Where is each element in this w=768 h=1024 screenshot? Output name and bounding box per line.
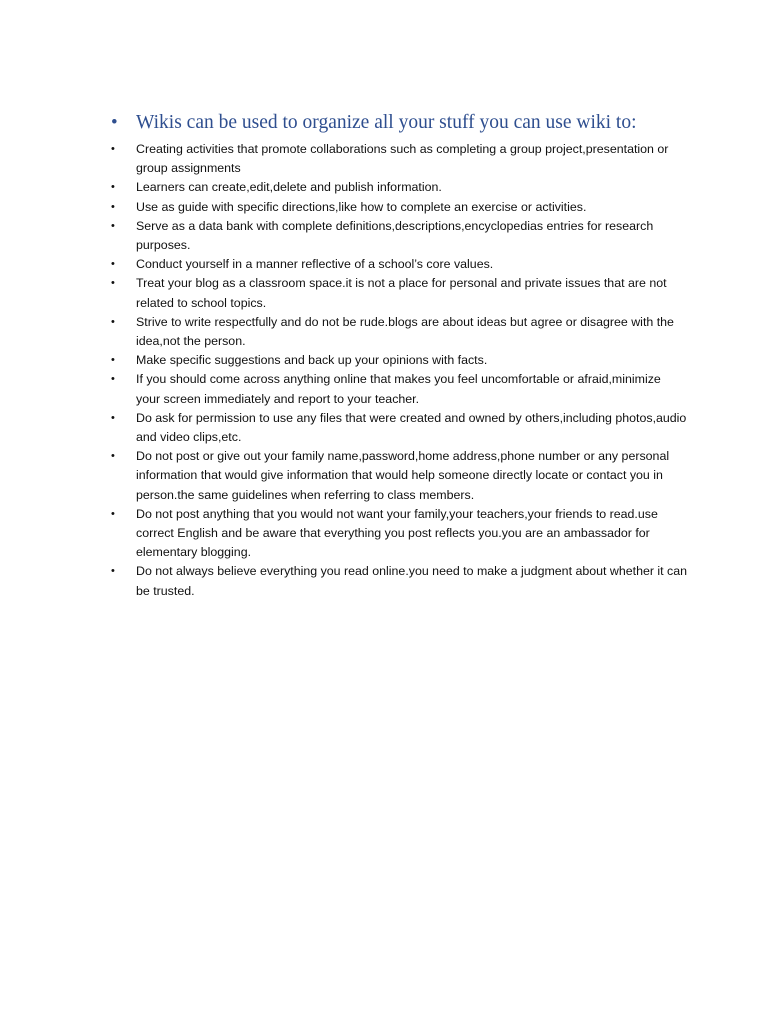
list-item-text: Strive to write respectfully and do not be rude.blogs are about ideas but agree or disagree with the idea,not the person. <box>136 314 674 349</box>
list-item-text: Conduct yourself in a manner reflective of a school’s core values. <box>136 257 494 272</box>
bullet-icon: • <box>111 219 115 232</box>
list-item-text: Use as guide with specific directions,like how to complete an exercise or activities. <box>136 199 587 214</box>
bullet-icon: • <box>111 411 115 424</box>
list-item <box>108 178 688 197</box>
bullet-icon: • <box>111 373 115 386</box>
bullet-icon: • <box>111 200 115 213</box>
bullet-icon: • <box>111 565 115 578</box>
list-item <box>108 198 688 217</box>
list-item <box>108 370 688 408</box>
list-item <box>108 217 688 255</box>
list-item-text: Learners can create,edit,delete and publish information. <box>136 180 442 195</box>
list-item <box>108 562 688 600</box>
bullet-icon: • <box>111 143 115 155</box>
list-item-text: Do not always believe everything you read online.you need to make a judgment about whether it can be trusted. <box>136 564 688 598</box>
list-item-text: Treat your blog as a classroom space.it is not a place for personal and private issues that are not related to school topics. <box>136 276 667 310</box>
bullet-list <box>108 140 688 601</box>
list-item <box>108 447 688 505</box>
list-item <box>108 255 688 274</box>
bullet-icon: • <box>111 277 115 290</box>
list-item <box>108 505 688 563</box>
list-item <box>108 351 688 370</box>
list-item <box>108 409 688 447</box>
bullet-icon: • <box>111 507 115 520</box>
list-item-text: Do not post or give out your family name,password,home address,phone number or any personal information that would give information that would help someone directly locate or contact you in person.the same guidelines when referring to class members. <box>136 449 670 502</box>
list-item-text: Serve as a data bank with complete definitions,descriptions,encyclopedias entries for research purposes. <box>136 218 654 253</box>
list-item <box>108 274 688 312</box>
document-content <box>108 110 688 601</box>
list-item-text: Do ask for permission to use any files that were created and owned by others,including photos,audio and video clips,etc. <box>136 410 687 445</box>
bullet-icon: • <box>111 315 115 328</box>
list-item-text: Creating activities that promote collaborations such as completing a group project,presentation or group assignments <box>136 142 669 176</box>
bullet-icon: • <box>111 450 115 463</box>
bullet-icon: • <box>111 181 115 194</box>
bullet-icon: • <box>111 258 115 271</box>
list-item-text: If you should come across anything online that makes you feel uncomfortable or afraid,minimize your screen immediately and report to your teacher. <box>136 372 661 406</box>
bullet-icon: • <box>111 354 115 367</box>
heading-list-item <box>108 110 688 136</box>
list-item-text: Make specific suggestions and back up your opinions with facts. <box>136 353 488 368</box>
document-heading: Wikis can be used to organize all your stuff you can use wiki to: <box>136 112 637 133</box>
list-item-text: Do not post anything that you would not want your family,your teachers,your friends to read.use correct English and be aware that everything you post reflects you.you are an ambassador for elementary blogging. <box>136 506 658 560</box>
list-item <box>108 140 688 178</box>
heading-bullet-icon: • <box>111 112 118 133</box>
list-item <box>108 313 688 351</box>
